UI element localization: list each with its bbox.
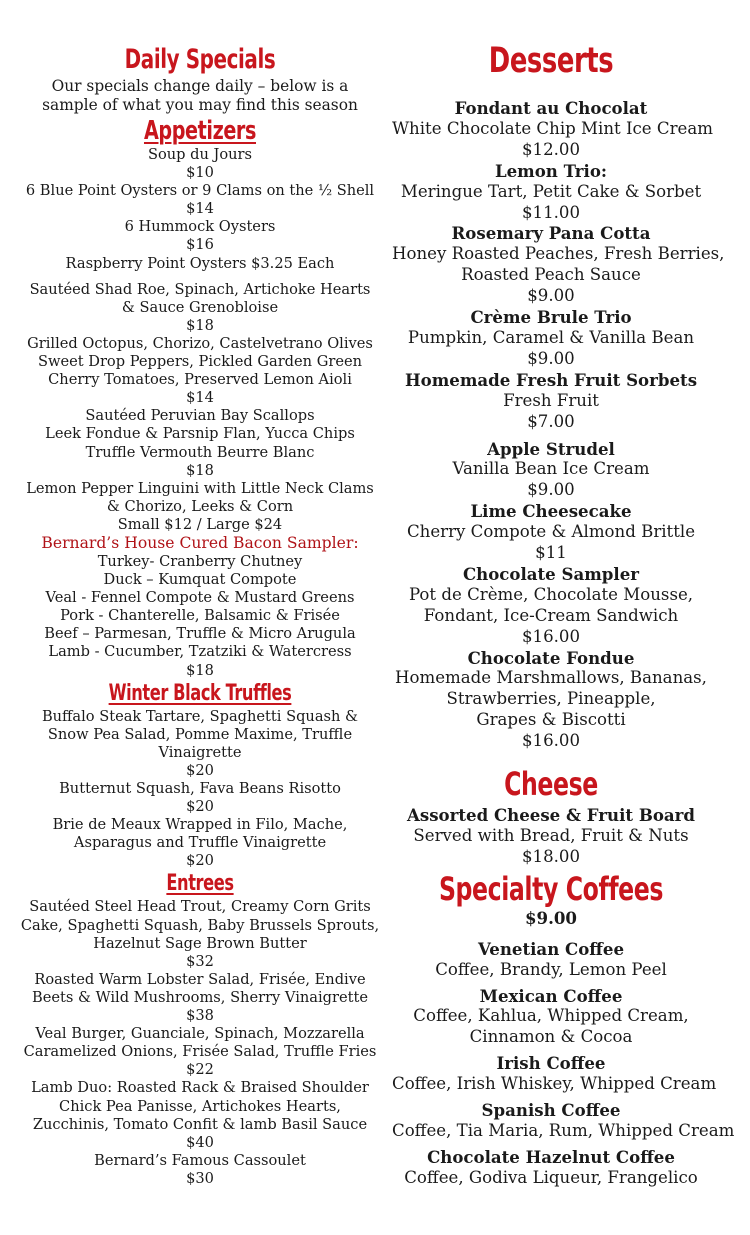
coffee-name: Venetian Coffee	[477, 938, 625, 959]
dessert-name: Homemade Fresh Fruit Sorbets	[404, 369, 698, 390]
menu-line: & Chorizo, Leeks & Corn	[106, 497, 294, 515]
menu-line: Asparagus and Truffle Vinaigrette	[73, 834, 327, 852]
dessert-name: Chocolate Fondue	[467, 647, 635, 668]
dessert-desc: Cherry Compote & Almond Brittle	[406, 522, 696, 542]
dessert-name: Chocolate Sampler	[462, 563, 640, 584]
menu-line: Raspberry Point Oysters $3.25 Each	[65, 254, 335, 272]
menu-line: 6 Hummock Oysters	[124, 218, 276, 236]
dessert-item	[392, 501, 710, 564]
coffee-item	[392, 1053, 717, 1095]
dessert-item	[392, 98, 713, 161]
menu-line: Leek Fondue & Parsnip Flan, Yucca Chips	[45, 425, 355, 443]
menu-line: Grilled Octopus, Chorizo, Castelvetrano Olives	[27, 334, 373, 352]
menu-price: $16	[186, 236, 214, 254]
coffee-item	[392, 1100, 735, 1142]
menu-line: Brie de Meaux Wrapped in Filo, Mache,	[52, 816, 348, 834]
appetizers-title: Appetizers	[143, 116, 257, 146]
daily-specials-title: Daily Specials	[124, 44, 276, 75]
cheese-desc: Served with Bread, Fruit & Nuts	[413, 826, 689, 845]
dessert-item	[392, 223, 725, 307]
menu-line: Veal Burger, Guanciale, Spinach, Mozzarella	[35, 1025, 365, 1043]
coffee-desc: Coffee, Irish Whiskey, Whipped Cream	[392, 1074, 717, 1094]
left-column	[20, 0, 380, 1188]
menu-price: $18	[186, 316, 214, 334]
menu-price: $20	[186, 798, 214, 816]
menu-price: $10	[186, 164, 214, 182]
menu-line: Soup du Jours	[147, 146, 253, 163]
coffees-price: $9.00	[525, 907, 577, 928]
menu-line: Turkey- Cranberry Chutney	[97, 552, 303, 570]
coffee-item	[392, 986, 710, 1049]
cheese-name: Assorted Cheese & Fruit Board	[406, 805, 696, 826]
menu-line: Duck – Kumquat Compote	[103, 571, 297, 589]
dessert-price: $9.00	[527, 348, 575, 368]
truffles-title: Winter Black Truffles	[108, 680, 292, 706]
menu-line: Cherry Tomatoes, Preserved Lemon Aioli	[48, 371, 352, 389]
menu-line: Sautéed Steel Head Trout, Creamy Corn Grits	[29, 898, 371, 916]
dessert-item	[392, 648, 710, 753]
truffles-list	[20, 708, 380, 871]
menu-line: Lemon Pepper Linguini with Little Neck Clams	[26, 479, 374, 497]
menu-line: Caramelized Onions, Frisée Salad, Truffle Fries	[23, 1043, 377, 1061]
menu-price: $14	[186, 389, 214, 407]
menu-line: Sweet Drop Peppers, Pickled Garden Green	[37, 353, 363, 371]
coffee-desc: Coffee, Brandy, Lemon Peel	[435, 959, 667, 979]
menu-line: & Sauce Grenobloise	[121, 298, 279, 316]
menu-line: Roasted Warm Lobster Salad, Frisée, Endive	[34, 970, 366, 988]
menu-line: Butternut Squash, Fava Beans Risotto	[59, 780, 341, 797]
dessert-price: $7.00	[527, 411, 575, 431]
coffee-name: Irish Coffee	[496, 1053, 606, 1074]
dessert-name: Lemon Trio:	[494, 160, 608, 181]
coffee-name: Mexican Coffee	[479, 985, 623, 1006]
dessert-desc: White Chocolate Chip Mint Ice Cream	[392, 118, 713, 138]
menu-price: $22	[186, 1061, 214, 1079]
dessert-name: Lime Cheesecake	[470, 501, 632, 522]
menu-line: Lamb - Cucumber, Tzatziki & Watercress	[48, 643, 352, 661]
dessert-item	[392, 370, 710, 433]
dessert-name: Crème Brule Trio	[470, 307, 632, 328]
menu-line: Vinaigrette	[158, 743, 242, 761]
dessert-price: $16.00	[521, 731, 581, 751]
dessert-price: $11.00	[521, 202, 581, 222]
menu-price: $38	[186, 1007, 214, 1025]
coffee-name: Chocolate Hazelnut Coffee	[427, 1146, 675, 1167]
dessert-price: $11	[535, 543, 567, 563]
bacon-sampler-title: Bernard’s House Cured Bacon Sampler:	[41, 533, 359, 552]
menu-line: Lamb Duo: Roasted Rack & Braised Shoulder	[31, 1079, 369, 1097]
dessert-name: Apple Strudel	[487, 438, 615, 459]
entrees-list	[20, 898, 380, 1188]
intro-line: Our specials change daily – below is a	[51, 77, 349, 95]
dessert-desc: Pot de Crème, Chocolate Mousse,	[408, 584, 694, 604]
menu-price: Small $12 / Large $24	[117, 515, 283, 533]
coffee-desc: Cinnamon & Cocoa	[469, 1027, 633, 1047]
cheese-price: $18.00	[521, 846, 581, 866]
menu-line: Beets & Wild Mushrooms, Sherry Vinaigrette	[32, 988, 368, 1006]
entrees-title: Entrees	[166, 871, 234, 897]
intro-line: sample of what you may find this season	[42, 96, 358, 114]
menu-price: $14	[186, 200, 214, 218]
menu-price: $20	[186, 852, 214, 870]
coffees-title: Specialty Coffees	[438, 869, 664, 908]
menu-line: Bernard’s Famous Cassoulet	[94, 1151, 306, 1169]
dessert-desc: Vanilla Bean Ice Cream	[452, 459, 650, 479]
dessert-desc: Roasted Peach Sauce	[461, 265, 641, 285]
menu-price: $40	[186, 1133, 214, 1151]
menu-line: Cake, Spaghetti Squash, Baby Brussels Sprouts,	[20, 916, 380, 934]
menu-line: Zucchinis, Tomato Confit & lamb Basil Sauce	[32, 1115, 368, 1133]
dessert-desc: Meringue Tart, Petit Cake & Sorbet	[400, 181, 702, 201]
dessert-desc: Fresh Fruit	[503, 390, 599, 410]
menu-line: Sautéed Shad Roe, Spinach, Artichoke Hearts	[29, 280, 371, 298]
menu-line: Beef – Parmesan, Truffle & Micro Arugula	[44, 625, 356, 643]
dessert-desc: Fondant, Ice-Cream Sandwich	[423, 605, 679, 625]
menu-line: Sautéed Peruvian Bay Scallops	[85, 407, 315, 425]
coffee-desc: Coffee, Godiva Liqueur, Frangelico	[404, 1167, 698, 1187]
dessert-price: $12.00	[521, 139, 581, 159]
coffee-item	[392, 939, 710, 981]
dessert-item	[392, 307, 710, 370]
dessert-price: $16.00	[521, 626, 581, 646]
menu-price: $18	[186, 661, 214, 679]
menu-line: Truffle Vermouth Beurre Blanc	[85, 443, 315, 461]
menu-line: 6 Blue Point Oysters or 9 Clams on the ½ Shell	[25, 182, 375, 200]
appetizers-list	[20, 146, 380, 680]
dessert-price: $9.00	[527, 286, 575, 306]
dessert-desc: Strawberries, Pineapple,	[446, 689, 656, 709]
menu-line: Veal - Fennel Compote & Mustard Greens	[45, 589, 355, 607]
dessert-desc: Pumpkin, Caramel & Vanilla Bean	[407, 327, 695, 347]
dessert-item	[392, 439, 710, 502]
menu-price: $18	[186, 461, 214, 479]
coffee-desc: Coffee, Tia Maria, Rum, Whipped Cream	[392, 1120, 735, 1140]
menu-line: Hazelnut Sage Brown Butter	[93, 934, 307, 952]
menu-price: $20	[186, 761, 214, 779]
menu-price: $30	[186, 1169, 214, 1187]
coffee-desc: Coffee, Kahlua, Whipped Cream,	[413, 1006, 689, 1026]
dessert-desc: Homemade Marshmallows, Bananas,	[395, 668, 707, 688]
menu-price: $32	[186, 952, 214, 970]
dessert-price: $9.00	[527, 480, 575, 500]
right-column	[392, 0, 735, 1189]
menu-line: Buffalo Steak Tartare, Spaghetti Squash &	[41, 707, 359, 725]
dessert-item	[392, 161, 710, 224]
menu-line: Snow Pea Salad, Pomme Maxime, Truffle	[47, 725, 353, 743]
dessert-name: Rosemary Pana Cotta	[451, 223, 651, 244]
coffee-item	[392, 1147, 710, 1189]
coffee-name: Spanish Coffee	[481, 1100, 621, 1121]
dessert-item	[392, 564, 710, 648]
dessert-desc: Grapes & Biscotti	[476, 710, 626, 730]
dessert-name: Fondant au Chocolat	[454, 98, 648, 118]
menu-line: Chick Pea Panisse, Artichokes Hearts,	[59, 1097, 341, 1115]
dessert-desc: Honey Roasted Peaches, Fresh Berries,	[392, 244, 725, 264]
cheese-title: Cheese	[504, 765, 598, 804]
desserts-title: Desserts	[488, 41, 614, 81]
menu-line: Pork - Chanterelle, Balsamic & Frisée	[60, 607, 340, 625]
